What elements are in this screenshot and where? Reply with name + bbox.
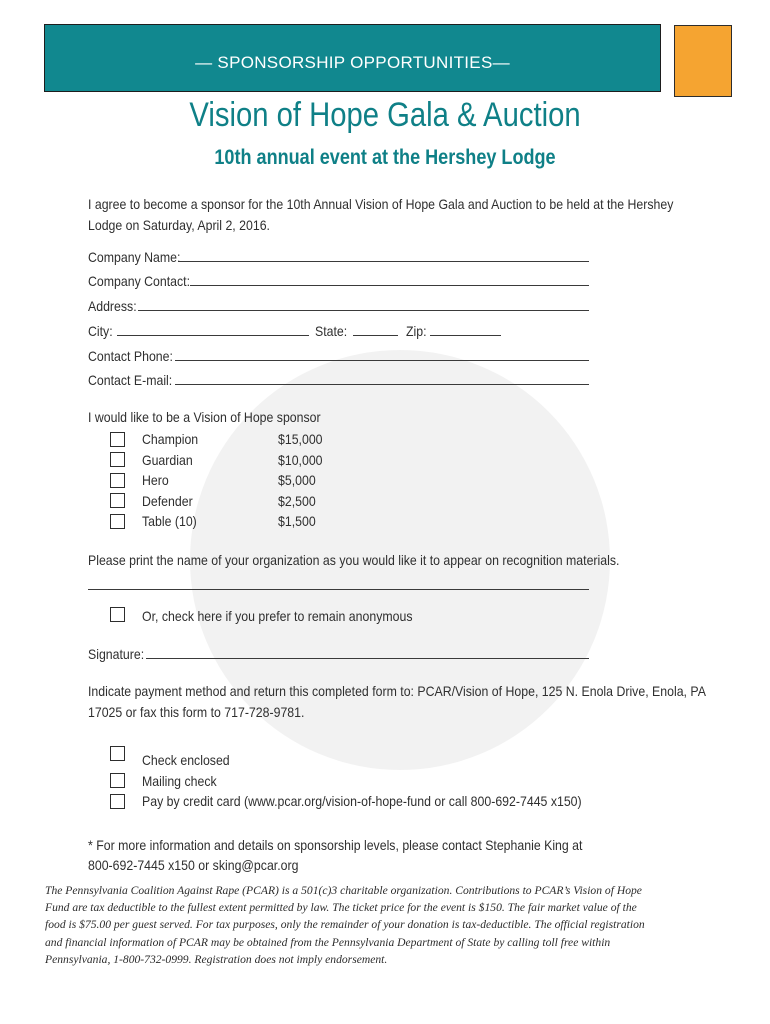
state-field[interactable] [353, 335, 398, 336]
credit-card-label: Pay by credit card (www.pcar.org/vision-of-hope-fund or call 800-692-7445 x150) [142, 793, 582, 809]
hero-amount: $5,000 [278, 472, 316, 488]
guardian-amount: $10,000 [278, 452, 323, 468]
champion-amount: $15,000 [278, 431, 323, 447]
company-contact-field[interactable] [190, 285, 589, 286]
contact-email-label: Contact E-mail: [88, 372, 173, 388]
company-name-field[interactable] [178, 261, 589, 262]
table-amount: $1,500 [278, 513, 316, 529]
city-field[interactable] [117, 335, 309, 336]
contact-phone-field[interactable] [175, 360, 589, 361]
defender-amount: $2,500 [278, 493, 316, 509]
disclaimer-line-2: Fund are tax deductible to the fullest extent permitted by law. The ticket price for the event is $150. The fair market value of the [45, 901, 637, 915]
address-field[interactable] [138, 310, 589, 311]
contact-email-field[interactable] [175, 384, 589, 385]
mailing-check-checkbox[interactable] [110, 773, 125, 788]
city-label: City: [88, 323, 113, 339]
recognition-prompt: Please print the name of your organization as you would like it to appear on recognition materials. [88, 552, 620, 568]
defender-checkbox[interactable] [110, 493, 125, 508]
more-info-line-2: 800-692-7445 x150 or sking@pcar.org [88, 857, 299, 873]
intro-line-1: I agree to become a sponsor for the 10th Annual Vision of Hope Gala and Auction to be held at the Hershey [88, 196, 674, 212]
page-subtitle: 10th annual event at the Hershey Lodge [214, 146, 556, 169]
signature-label: Signature: [88, 646, 145, 662]
defender-label: Defender [142, 493, 193, 509]
banner-title: — SPONSORSHIP OPPORTUNITIES— [195, 53, 510, 72]
company-contact-label: Company Contact: [88, 273, 191, 289]
organization-name-field[interactable] [88, 589, 589, 590]
hero-checkbox[interactable] [110, 473, 125, 488]
address-label: Address: [88, 298, 137, 314]
orange-accent-box [674, 25, 732, 97]
table-label: Table (10) [142, 513, 197, 529]
hero-label: Hero [142, 472, 169, 488]
disclaimer-line-3: food is $75.00 per guest served. For tax purposes, only the remainder of your donation is tax-deductible. The official registration [45, 918, 645, 932]
champion-checkbox[interactable] [110, 432, 125, 447]
check-enclosed-checkbox[interactable] [110, 746, 125, 761]
page-title: Vision of Hope Gala & Auction [189, 96, 581, 134]
zip-label: Zip: [406, 323, 427, 339]
anonymous-label: Or, check here if you prefer to remain anonymous [142, 608, 413, 624]
sponsor-heading: I would like to be a Vision of Hope sponsor [88, 409, 321, 425]
anonymous-checkbox[interactable] [110, 607, 125, 622]
check-enclosed-label: Check enclosed [142, 752, 230, 768]
intro-line-2: Lodge on Saturday, April 2, 2016. [88, 217, 270, 233]
guardian-label: Guardian [142, 452, 193, 468]
payment-instructions-2: 17025 or fax this form to 717-728-9781. [88, 704, 305, 720]
payment-instructions-1: Indicate payment method and return this completed form to: PCAR/Vision of Hope, 125 N. Enola Drive, Enola, PA [88, 683, 706, 699]
disclaimer-line-5: Pennsylvania, 1-800-732-0999. Registration does not imply endorsement. [45, 952, 388, 966]
table-checkbox[interactable] [110, 514, 125, 529]
legal-disclaimer [45, 882, 725, 968]
guardian-checkbox[interactable] [110, 452, 125, 467]
champion-label: Champion [142, 431, 199, 447]
more-info-line-1: * For more information and details on sponsorship levels, please contact Stephanie King at [88, 837, 583, 853]
credit-card-checkbox[interactable] [110, 794, 125, 809]
state-label: State: [315, 323, 348, 339]
disclaimer-line-4: and financial information of PCAR may be obtained from the Pennsylvania Department of State by calling toll free within [45, 935, 611, 949]
signature-field[interactable] [146, 658, 589, 659]
company-name-label: Company Name: [88, 249, 181, 265]
zip-field[interactable] [430, 335, 501, 336]
disclaimer-line-1: The Pennsylvania Coalition Against Rape (PCAR) is a 501(c)3 charitable organization. Contributions to PCAR’s Vision of Hope [45, 884, 642, 897]
mailing-check-label: Mailing check [142, 773, 217, 789]
header-banner [44, 24, 661, 92]
contact-phone-label: Contact Phone: [88, 348, 173, 364]
